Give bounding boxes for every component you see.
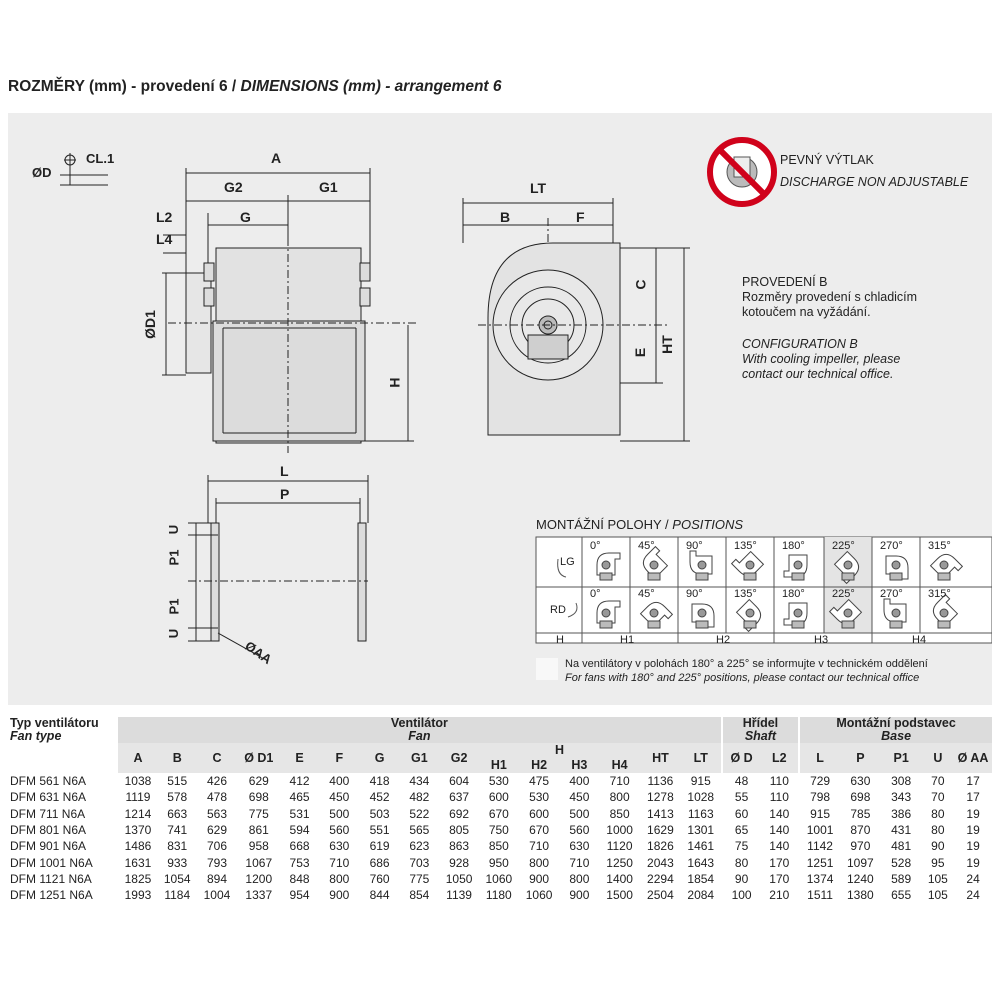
col-f: F (319, 743, 360, 773)
discharge-cz: PEVNÝ VÝTLAK (780, 153, 874, 167)
discharge-en: DISCHARGE NON ADJUSTABLE (780, 175, 969, 189)
value-cell: 170 (760, 871, 799, 887)
table-row (8, 789, 992, 805)
value-cell: 870 (840, 822, 881, 838)
label-h: H (386, 377, 403, 388)
group-h: H (556, 634, 564, 646)
rd-angle-label: 270° (880, 588, 903, 600)
value-cell: 1370 (117, 822, 158, 838)
value-cell: 1180 (479, 887, 519, 903)
value-cell: 24 (954, 871, 992, 887)
rd-angle-label: 0° (590, 588, 601, 600)
fan-base-icon (938, 621, 950, 628)
label-u-bottom: U (166, 628, 182, 639)
value-cell: 800 (559, 871, 599, 887)
value-cell: 629 (197, 822, 238, 838)
value-cell: 604 (439, 773, 479, 789)
label-p1-bottom: P1 (166, 598, 182, 615)
value-cell: 668 (280, 838, 319, 854)
value-cell: 140 (760, 806, 799, 822)
value-cell: 418 (360, 773, 400, 789)
value-cell: 600 (479, 789, 519, 805)
label-g2: G2 (224, 179, 243, 195)
value-cell: 831 (158, 838, 197, 854)
value-cell: 400 (559, 773, 599, 789)
value-cell: 630 (840, 773, 881, 789)
value-cell: 17 (954, 773, 992, 789)
value-cell: 710 (559, 854, 599, 870)
rd-angle-label: 135° (734, 588, 757, 600)
value-cell: 844 (360, 887, 400, 903)
value-cell: 900 (319, 887, 360, 903)
value-cell: 210 (760, 887, 799, 903)
label-od1: ØD1 (141, 310, 158, 339)
value-cell: 670 (519, 822, 560, 838)
value-cell: 450 (559, 789, 599, 805)
value-cell: 1028 (681, 789, 722, 805)
dimensions-table (8, 717, 992, 904)
value-cell: 686 (360, 854, 400, 870)
value-cell: 698 (237, 789, 280, 805)
group-h1: H1 (620, 634, 635, 646)
value-cell: 900 (559, 887, 599, 903)
value-cell: 1097 (840, 854, 881, 870)
value-cell: 560 (319, 822, 360, 838)
positions-note-en: For fans with 180° and 225° positions, please contact our technical office (565, 672, 920, 684)
value-cell: 670 (479, 806, 519, 822)
group-h2: H2 (716, 634, 731, 646)
fan-base-icon (938, 573, 950, 580)
lg-angle-label: 90° (686, 540, 703, 552)
value-cell: 1240 (840, 871, 881, 887)
value-cell: 105 (922, 871, 955, 887)
value-cell: 760 (360, 871, 400, 887)
col-e: E (280, 743, 319, 773)
fan-type-cell: DFM 631 N6A (8, 789, 117, 805)
value-cell: 465 (280, 789, 319, 805)
value-cell: 785 (840, 806, 881, 822)
value-cell: 850 (479, 838, 519, 854)
lg-angle-label: 180° (782, 540, 805, 552)
rd-angle-label: 45° (638, 588, 655, 600)
value-cell: 48 (722, 773, 761, 789)
value-cell: 848 (280, 871, 319, 887)
value-cell: 1511 (799, 887, 840, 903)
group-h3: H3 (814, 634, 829, 646)
value-cell: 1054 (158, 871, 197, 887)
fan-type-cell: DFM 801 N6A (8, 822, 117, 838)
rd-angle-label: 225° (832, 588, 855, 600)
lg-angle-label: 45° (638, 540, 655, 552)
value-cell: 1380 (840, 887, 881, 903)
value-cell: 565 (399, 822, 439, 838)
config-en-line1: With cooling impeller, please (742, 352, 901, 366)
value-cell: 140 (760, 838, 799, 854)
col-group-h: H (479, 743, 640, 758)
value-cell: 775 (399, 871, 439, 887)
value-cell: 798 (799, 789, 840, 805)
fan-base-icon (744, 573, 756, 580)
value-cell: 70 (922, 789, 955, 805)
col-u: U (922, 743, 955, 773)
col-h2: H2 (519, 758, 560, 773)
value-cell: 741 (158, 822, 197, 838)
value-cell: 793 (197, 854, 238, 870)
value-cell: 710 (599, 773, 640, 789)
value-cell: 481 (881, 838, 922, 854)
fan-base-icon (842, 573, 854, 580)
value-cell: 954 (280, 887, 319, 903)
drawing-panel (8, 113, 992, 705)
value-cell: 308 (881, 773, 922, 789)
value-cell: 850 (599, 806, 640, 822)
lg-angle-label: 0° (590, 540, 601, 552)
col-ht: HT (640, 743, 681, 773)
table-row (8, 806, 992, 822)
rd-label: RD (550, 604, 566, 616)
value-cell: 1163 (681, 806, 722, 822)
value-cell: 1825 (117, 871, 158, 887)
label-p1-top: P1 (166, 549, 182, 566)
value-cell: 24 (954, 887, 992, 903)
value-cell: 1413 (640, 806, 681, 822)
col-oaa: Ø AA (954, 743, 992, 773)
value-cell: 386 (881, 806, 922, 822)
value-cell: 343 (881, 789, 922, 805)
value-cell: 630 (319, 838, 360, 854)
lg-angle-label: 225° (832, 540, 855, 552)
fan-base-icon (600, 573, 612, 580)
col-l2: L2 (760, 743, 799, 773)
value-cell: 563 (197, 806, 238, 822)
value-cell: 900 (519, 871, 560, 887)
fan-base-icon (792, 573, 804, 580)
value-cell: 958 (237, 838, 280, 854)
value-cell: 1250 (599, 854, 640, 870)
label-oaa: ØAA (242, 638, 275, 667)
value-cell: 1486 (117, 838, 158, 854)
value-cell: 863 (439, 838, 479, 854)
value-cell: 560 (559, 822, 599, 838)
label-g1: G1 (319, 179, 338, 195)
value-cell: 452 (360, 789, 400, 805)
value-cell: 551 (360, 822, 400, 838)
value-cell: 1500 (599, 887, 640, 903)
value-cell: 105 (922, 887, 955, 903)
label-od: ØD (32, 165, 52, 180)
lg-label: LG (560, 556, 575, 568)
value-cell: 703 (399, 854, 439, 870)
label-l2: L2 (156, 209, 173, 225)
label-u-top: U (166, 524, 182, 535)
value-cell: 531 (280, 806, 319, 822)
col-a: A (117, 743, 158, 773)
label-l: L (280, 463, 289, 479)
value-cell: 55 (722, 789, 761, 805)
value-cell: 1301 (681, 822, 722, 838)
value-cell: 19 (954, 838, 992, 854)
label-l4: L4 (156, 231, 173, 247)
value-cell: 1461 (681, 838, 722, 854)
value-cell: 475 (519, 773, 560, 789)
value-cell: 100 (722, 887, 761, 903)
label-e: E (632, 347, 649, 358)
value-cell: 710 (319, 854, 360, 870)
value-cell: 928 (439, 854, 479, 870)
config-en-line2: contact our technical office. (742, 367, 894, 381)
value-cell: 1629 (640, 822, 681, 838)
value-cell: 450 (319, 789, 360, 805)
value-cell: 65 (722, 822, 761, 838)
value-cell: 629 (237, 773, 280, 789)
positions-note-cz: Na ventilátory v polohách 180° a 225° se informujte v technickém oddělení (565, 658, 928, 670)
col-c: C (197, 743, 238, 773)
value-cell: 19 (954, 822, 992, 838)
value-cell: 753 (280, 854, 319, 870)
value-cell: 933 (158, 854, 197, 870)
label-cl: CL.1 (86, 151, 115, 166)
value-cell: 1184 (158, 887, 197, 903)
value-cell: 1067 (237, 854, 280, 870)
value-cell: 530 (519, 789, 560, 805)
value-cell: 530 (479, 773, 519, 789)
col-od: Ø D (722, 743, 761, 773)
value-cell: 800 (319, 871, 360, 887)
page-title: ROZMĚRY (mm) - provedení 6 / DIMENSIONS (mm) - arrangement 6 (8, 78, 502, 95)
value-cell: 861 (237, 822, 280, 838)
label-p: P (280, 486, 290, 502)
config-cz-line1: Rozměry provedení s chladicím (742, 290, 918, 304)
config-en-title: CONFIGURATION B (742, 337, 858, 351)
value-cell: 2084 (681, 887, 722, 903)
value-cell: 698 (840, 789, 881, 805)
value-cell: 1139 (439, 887, 479, 903)
table-row (8, 887, 992, 903)
value-cell: 60 (722, 806, 761, 822)
label-lt: LT (530, 180, 547, 196)
value-cell: 663 (158, 806, 197, 822)
no-rotation-sign-icon (710, 140, 774, 204)
positions-title: MONTÁŽNÍ POLOHY / POSITIONS (536, 517, 744, 532)
col-h3: H3 (559, 758, 599, 773)
fan-base-icon (792, 621, 804, 628)
col-l: L (799, 743, 840, 773)
fan-base-icon (648, 621, 660, 628)
rd-angle-label: 90° (686, 588, 703, 600)
col-group-fan: Ventilátor Fan (117, 717, 722, 743)
value-cell: 619 (360, 838, 400, 854)
lg-angle-label: 270° (880, 540, 903, 552)
value-cell: 1038 (117, 773, 158, 789)
value-cell: 426 (197, 773, 238, 789)
value-cell: 1251 (799, 854, 840, 870)
label-f: F (576, 209, 585, 225)
value-cell: 1400 (599, 871, 640, 887)
value-cell: 594 (280, 822, 319, 838)
fan-base-icon (890, 621, 902, 628)
value-cell: 1993 (117, 887, 158, 903)
value-cell: 1278 (640, 789, 681, 805)
fan-type-cell: DFM 711 N6A (8, 806, 117, 822)
value-cell: 1374 (799, 871, 840, 887)
value-cell: 503 (360, 806, 400, 822)
col-b: B (158, 743, 197, 773)
value-cell: 1631 (117, 854, 158, 870)
value-cell: 515 (158, 773, 197, 789)
value-cell: 578 (158, 789, 197, 805)
value-cell: 894 (197, 871, 238, 887)
value-cell: 950 (479, 854, 519, 870)
value-cell: 1000 (599, 822, 640, 838)
fan-type-cell: DFM 1251 N6A (8, 887, 117, 903)
value-cell: 710 (519, 838, 560, 854)
technical-drawing (8, 113, 992, 705)
value-cell: 2294 (640, 871, 681, 887)
label-c: C (632, 279, 649, 290)
rd-angle-label: 315° (928, 588, 951, 600)
col-g: G (360, 743, 400, 773)
value-cell: 400 (319, 773, 360, 789)
value-cell: 17 (954, 789, 992, 805)
col-p: P (840, 743, 881, 773)
fan-base-icon (648, 573, 660, 580)
value-cell: 1004 (197, 887, 238, 903)
value-cell: 528 (881, 854, 922, 870)
value-cell: 110 (760, 789, 799, 805)
value-cell: 800 (599, 789, 640, 805)
value-cell: 630 (559, 838, 599, 854)
value-cell: 1050 (439, 871, 479, 887)
value-cell: 478 (197, 789, 238, 805)
label-ht: HT (658, 335, 675, 354)
fan-type-cell: DFM 901 N6A (8, 838, 117, 854)
value-cell: 482 (399, 789, 439, 805)
table-row (8, 854, 992, 870)
lg-angle-label: 135° (734, 540, 757, 552)
value-cell: 95 (922, 854, 955, 870)
value-cell: 2043 (640, 854, 681, 870)
col-d1: Ø D1 (237, 743, 280, 773)
col-h1: H1 (479, 758, 519, 773)
value-cell: 600 (519, 806, 560, 822)
value-cell: 522 (399, 806, 439, 822)
value-cell: 75 (722, 838, 761, 854)
col-g2: G2 (439, 743, 479, 773)
col-group-base: Montážní podstavec Base (799, 717, 992, 743)
value-cell: 1119 (117, 789, 158, 805)
config-cz-line2: kotoučem na vyžádání. (742, 305, 871, 319)
value-cell: 1136 (640, 773, 681, 789)
value-cell: 110 (760, 773, 799, 789)
fan-base-icon (696, 573, 708, 580)
value-cell: 805 (439, 822, 479, 838)
value-cell: 19 (954, 854, 992, 870)
value-cell: 637 (439, 789, 479, 805)
value-cell: 431 (881, 822, 922, 838)
col-p1: P1 (881, 743, 922, 773)
table-body (8, 773, 992, 903)
value-cell: 623 (399, 838, 439, 854)
value-cell: 140 (760, 822, 799, 838)
value-cell: 70 (922, 773, 955, 789)
value-cell: 1060 (479, 871, 519, 887)
value-cell: 1120 (599, 838, 640, 854)
value-cell: 1001 (799, 822, 840, 838)
value-cell: 915 (799, 806, 840, 822)
value-cell: 1200 (237, 871, 280, 887)
value-cell: 1142 (799, 838, 840, 854)
value-cell: 706 (197, 838, 238, 854)
fan-base-icon (744, 621, 756, 628)
fan-type-cell: DFM 1001 N6A (8, 854, 117, 870)
value-cell: 589 (881, 871, 922, 887)
value-cell: 655 (881, 887, 922, 903)
table-row (8, 838, 992, 854)
fan-base-icon (696, 621, 708, 628)
value-cell: 80 (722, 854, 761, 870)
value-cell: 915 (681, 773, 722, 789)
value-cell: 500 (319, 806, 360, 822)
value-cell: 1643 (681, 854, 722, 870)
value-cell: 90 (922, 838, 955, 854)
value-cell: 1214 (117, 806, 158, 822)
value-cell: 500 (559, 806, 599, 822)
value-cell: 1337 (237, 887, 280, 903)
value-cell: 170 (760, 854, 799, 870)
fan-type-cell: DFM 561 N6A (8, 773, 117, 789)
col-group-shaft: Hřídel Shaft (722, 717, 799, 743)
lg-angle-label: 315° (928, 540, 951, 552)
fan-base-icon (890, 573, 902, 580)
value-cell: 412 (280, 773, 319, 789)
value-cell: 2504 (640, 887, 681, 903)
value-cell: 1854 (681, 871, 722, 887)
value-cell: 80 (922, 806, 955, 822)
value-cell: 750 (479, 822, 519, 838)
fan-base-icon (600, 621, 612, 628)
value-cell: 1060 (519, 887, 560, 903)
label-a: A (271, 150, 282, 166)
col-lt: LT (681, 743, 722, 773)
table-row (8, 773, 992, 789)
rd-angle-label: 180° (782, 588, 805, 600)
col-fan-type: Typ ventilátoru Fan type (8, 717, 117, 773)
value-cell: 800 (519, 854, 560, 870)
value-cell: 90 (722, 871, 761, 887)
col-h4: H4 (599, 758, 640, 773)
group-h4: H4 (912, 634, 927, 646)
value-cell: 1826 (640, 838, 681, 854)
fan-base-icon (842, 621, 854, 628)
table-row (8, 822, 992, 838)
value-cell: 80 (922, 822, 955, 838)
fan-type-cell: DFM 1121 N6A (8, 871, 117, 887)
label-b: B (500, 209, 511, 225)
value-cell: 775 (237, 806, 280, 822)
value-cell: 434 (399, 773, 439, 789)
value-cell: 19 (954, 806, 992, 822)
col-g1: G1 (399, 743, 439, 773)
value-cell: 729 (799, 773, 840, 789)
value-cell: 854 (399, 887, 439, 903)
table-row (8, 871, 992, 887)
value-cell: 692 (439, 806, 479, 822)
label-g: G (240, 209, 251, 225)
value-cell: 970 (840, 838, 881, 854)
config-cz-title: PROVEDENÍ B (742, 275, 828, 289)
